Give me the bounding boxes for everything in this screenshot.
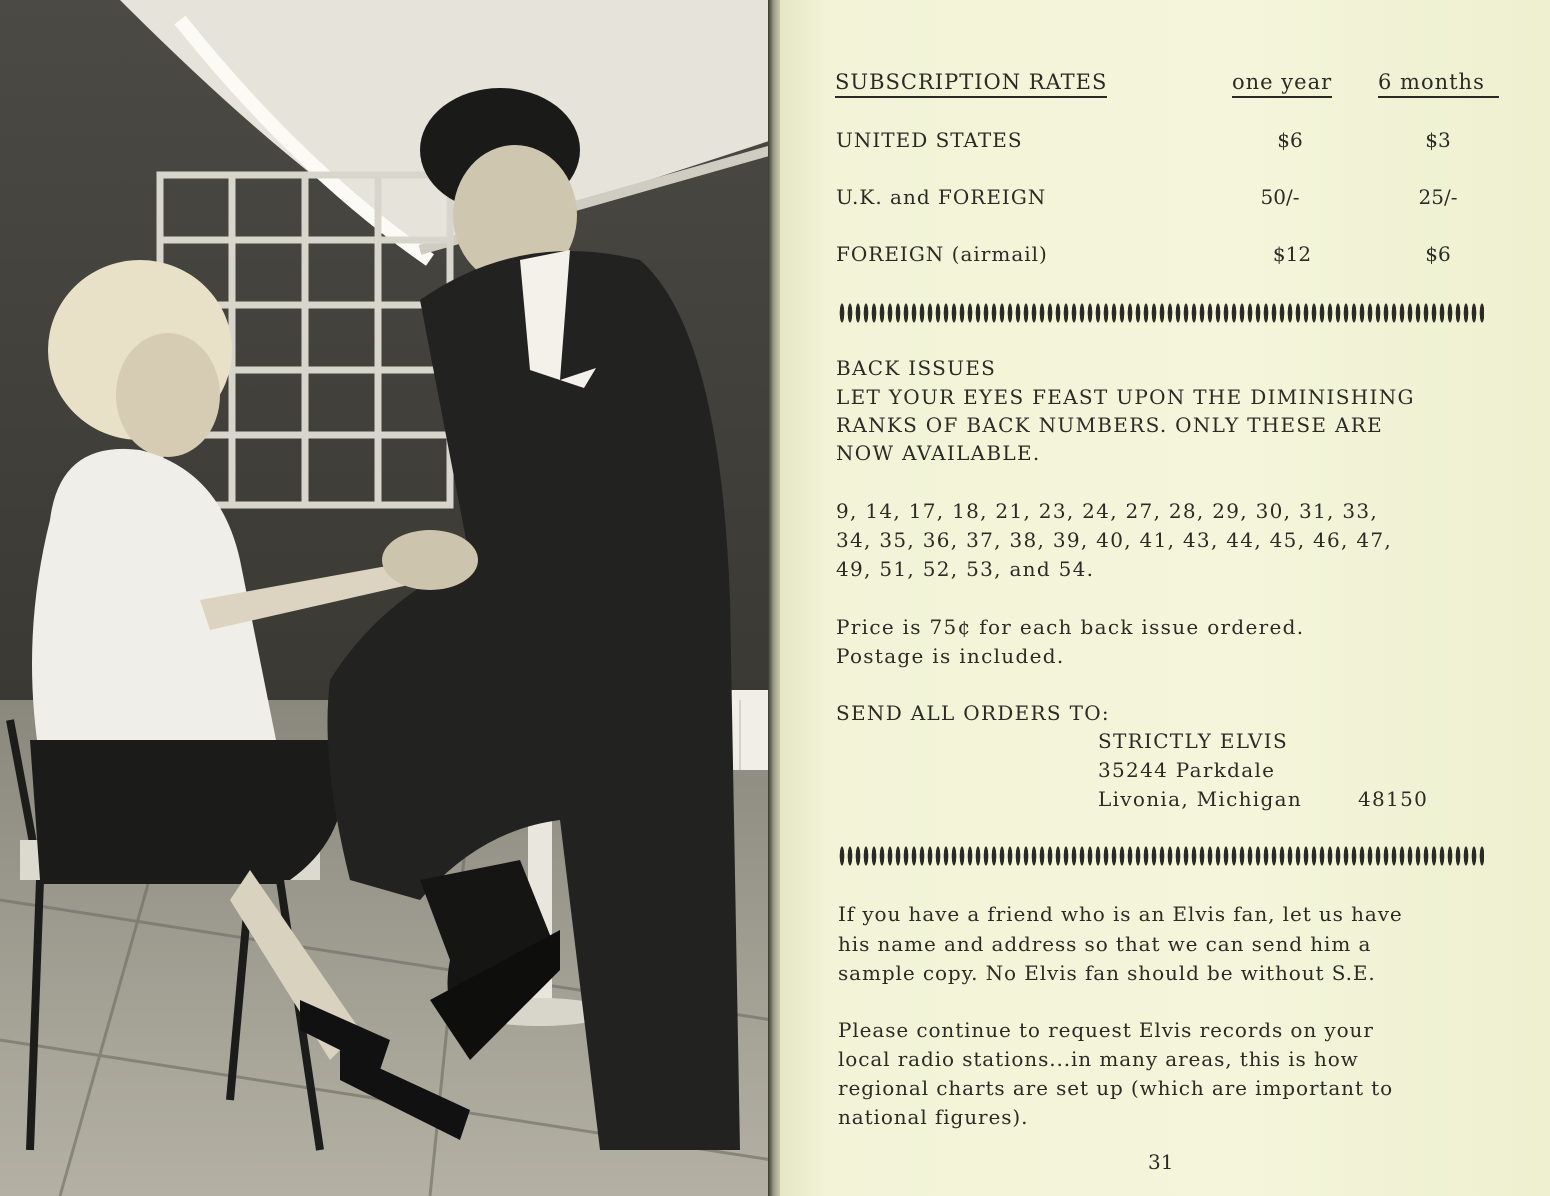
column-six-months: 6 months	[1378, 70, 1499, 98]
rate-row-label: UNITED STATES	[836, 128, 1023, 152]
rate-six-months: $3	[1425, 128, 1451, 152]
address-street: 35244 Parkdale	[1098, 758, 1276, 782]
request-paragraph-line: regional charts are set up (which are important to	[838, 1076, 1394, 1100]
orders-heading: SEND ALL ORDERS TO:	[836, 701, 1110, 725]
column-one-year: one year	[1232, 70, 1332, 98]
friend-paragraph-line: his name and address so that we can send him a	[838, 932, 1372, 956]
friend-paragraph-line: sample copy. No Elvis fan should be without S.E.	[838, 961, 1376, 985]
back-issues-line: NOW AVAILABLE.	[836, 441, 1041, 465]
ornamental-divider	[838, 843, 1484, 869]
ornamental-divider	[838, 300, 1484, 326]
rate-row-label: FOREIGN (airmail)	[836, 242, 1048, 266]
vintage-photo-illustration	[0, 0, 772, 1196]
issue-numbers: 9, 14, 17, 18, 21, 23, 24, 27, 28, 29, 30, 31, 33,	[836, 499, 1379, 523]
address-city: Livonia, Michigan	[1098, 787, 1302, 811]
page-number: 31	[1148, 1150, 1174, 1174]
rate-six-months: 25/-	[1418, 185, 1458, 209]
rate-one-year: 50/-	[1260, 185, 1300, 209]
request-paragraph-line: national figures).	[838, 1105, 1029, 1129]
photograph	[0, 0, 772, 1196]
request-paragraph-line: local radio stations...in many areas, this is how	[838, 1047, 1359, 1071]
issue-numbers: 34, 35, 36, 37, 38, 39, 40, 41, 43, 44, 45, 46, 47,	[836, 528, 1393, 552]
rate-six-months: $6	[1425, 242, 1451, 266]
friend-paragraph-line: If you have a friend who is an Elvis fan, let us have	[838, 902, 1403, 926]
issue-numbers: 49, 51, 52, 53, and 54.	[836, 557, 1095, 581]
back-issues-line: RANKS OF BACK NUMBERS. ONLY THESE ARE	[836, 413, 1383, 437]
address-name: STRICTLY ELVIS	[1098, 729, 1288, 753]
address-zip: 48150	[1358, 787, 1429, 811]
price-text: Price is 75¢ for each back issue ordered.	[836, 615, 1305, 639]
rate-one-year: $6	[1277, 128, 1303, 152]
rate-row-label: U.K. and FOREIGN	[836, 185, 1047, 209]
subscription-rates-heading: SUBSCRIPTION RATES	[835, 70, 1107, 98]
text-page	[780, 0, 1550, 1196]
back-issues-heading: BACK ISSUES	[836, 356, 997, 380]
back-issues-line: LET YOUR EYES FEAST UPON THE DIMINISHING	[836, 385, 1415, 409]
request-paragraph-line: Please continue to request Elvis records on your	[838, 1018, 1374, 1042]
postage-text: Postage is included.	[836, 644, 1065, 668]
rate-one-year: $12	[1272, 242, 1312, 266]
